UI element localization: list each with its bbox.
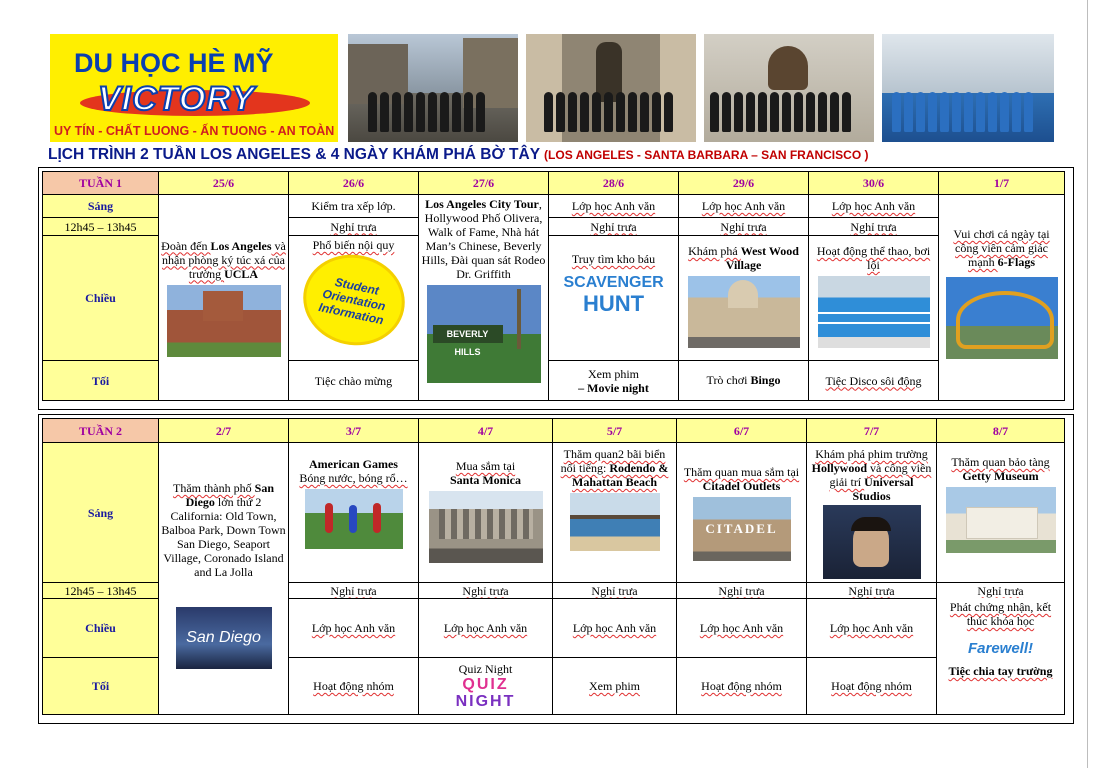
- w2d5-afternoon-text: Lớp học Anh văn: [699, 621, 784, 635]
- w2d6-text-a: Khám phá phim trường: [815, 447, 928, 461]
- w1d1-text-b: Los Angeles: [210, 238, 272, 253]
- week1-day1-cell: [158, 194, 289, 401]
- w1d7-text-b: 6-Flags: [997, 255, 1035, 269]
- w1d6-lunch-text: Nghỉ trưa: [850, 219, 897, 234]
- w1d6-evening-text: Tiệc Disco sôi động: [825, 373, 922, 388]
- w2d2-text-b: Bóng nước, bóng rổ…: [299, 471, 408, 485]
- week1-day4-morning: [548, 194, 679, 218]
- w2d3-evening-text: Quiz Night: [458, 662, 513, 676]
- san-diego-photo: [176, 607, 272, 669]
- w2d1-text-b: San Diego: [185, 481, 274, 509]
- w1d7-text-a: Vui chơi cả ngày tại công viên cảm giác mạnh: [953, 227, 1050, 269]
- w1d5-evening2: Bingo: [750, 373, 781, 387]
- week1-date-7: 1/7: [938, 171, 1065, 195]
- w2d2-afternoon-text: Lớp học Anh văn: [311, 621, 396, 635]
- week2-day2-lunch: [288, 582, 419, 599]
- w1d5-evening1: Trò chơi: [706, 373, 751, 387]
- night-text: NIGHT: [455, 693, 516, 710]
- beverly-hills-sign: BEVERLY HILLS: [433, 325, 503, 343]
- w2d4-lunch-text: Nghỉ trưa: [591, 583, 638, 598]
- week2-row-chieu: Chiều: [42, 598, 159, 658]
- w1d1-text-c: và nhận phòng ký túc xá của trường: [162, 238, 286, 281]
- w1d4-evening1: Xem phim: [588, 366, 639, 381]
- w2d6-text-d: Universal Studios: [852, 475, 914, 503]
- logo-line2: VICTORY: [98, 80, 255, 118]
- week2-day2-evening: [288, 657, 419, 715]
- week2-day6-lunch: [806, 582, 937, 599]
- w2d6-text-b: Hollywood: [811, 461, 868, 475]
- week2-day3-morning: [418, 442, 553, 583]
- w2d5-lunch-text: Nghỉ trưa: [718, 583, 765, 598]
- quiz-text: QUIZ: [462, 676, 509, 693]
- universal-studios-photo: [823, 505, 921, 579]
- week1-day2-afternoon: [288, 235, 419, 361]
- week2-row-toi: Tối: [42, 657, 159, 715]
- beverly-hills-photo: [427, 285, 541, 383]
- w2d1-text-a: Thăm thành phố: [172, 481, 255, 495]
- w1d5-text-b: West Wood Village: [725, 244, 799, 272]
- week1-date-4: 28/6: [548, 171, 679, 195]
- swimming-pool-photo: [818, 276, 930, 348]
- w1d1-text-d: UCLA: [224, 266, 259, 281]
- week2-day4-morning: [552, 442, 677, 583]
- week1-day6-afternoon: [808, 235, 939, 361]
- week2-day2-afternoon: [288, 598, 419, 658]
- w1d5-morning-text: Lớp học Anh văn: [701, 199, 786, 213]
- w2d1-text-c: lớn thứ 2 California: Old Town, Balboa Park, Down Town San Diego, Seaport Village, Coronado Island and La Jolla: [161, 495, 286, 579]
- week1-day5-evening: [678, 360, 809, 401]
- w2d7-afternoon-text: Phát chứng nhận, kết thúc khóa học: [949, 600, 1052, 628]
- scavenger-text: SCAVENGER: [563, 274, 664, 291]
- w2d3-text-a: Mua sắm tại: [455, 459, 516, 473]
- w1d4-morning-text: Lớp học Anh văn: [571, 199, 656, 213]
- w2d5-evening-text: Hoạt động nhóm: [701, 679, 782, 693]
- w2d5-text-b: Citadel Outlets: [702, 479, 781, 493]
- week2-day7-evening: [936, 598, 1065, 715]
- getty-museum-photo: [946, 487, 1056, 553]
- week2-day6-evening: [806, 657, 937, 715]
- w2d4-afternoon-text: Lớp học Anh văn: [572, 621, 657, 635]
- week2-day1-cell: [158, 442, 289, 715]
- banner-photo-niagara: [882, 34, 1054, 142]
- week1-day4-lunch: [548, 217, 679, 236]
- farewell-banner: [968, 642, 1033, 656]
- week2-day5-lunch: [676, 582, 807, 599]
- page-title: [48, 146, 868, 164]
- week2-day5-morning: [676, 442, 807, 583]
- w2d2-text-a: American Games: [309, 457, 398, 471]
- week1-day5-morning: [678, 194, 809, 218]
- w1d3-text-b: , Hollywood Phố Olivera, Walk of Fame, Nhà hát Man’s Chinese, Beverly Hills, Đài quan sát Rodeo Dr. Griffith: [421, 197, 546, 281]
- week1-day4-afternoon: [548, 235, 679, 361]
- orientation-badge-text: Student Orientation Information: [316, 274, 387, 328]
- week1-label: TUẦN 1: [42, 171, 159, 195]
- w2d3-afternoon-text: Lớp học Anh văn: [443, 621, 528, 635]
- week2-day3-afternoon: [418, 598, 553, 658]
- quiz-night-logo: [456, 676, 516, 710]
- w2d7-text-b: Getty Museum: [962, 469, 1039, 483]
- week1-row-lunch: 12h45 – 13h45: [42, 217, 159, 236]
- hunt-text: HUNT: [582, 291, 645, 316]
- week1-date-6: 30/6: [808, 171, 939, 195]
- week1-day3-cell: [418, 194, 549, 401]
- title-main: LỊCH TRÌNH 2 TUẦN LOS ANGELES & 4 NGÀY KHÁM PHÁ BỜ TÂY: [48, 146, 541, 163]
- citadel-photo: [693, 497, 791, 561]
- logo-line1: DU HỌC HÈ MỸ: [74, 48, 274, 78]
- w1d6-afternoon-text: Hoạt động thể thao, bơi lội: [816, 244, 931, 272]
- farewell-text: Farewell!: [967, 640, 1034, 657]
- w1d1-text-a: Đoàn đến: [161, 238, 211, 253]
- week2-day3-lunch: [418, 582, 553, 599]
- week2-day7-morning: [936, 442, 1065, 583]
- week1-day2-lunch: [288, 217, 419, 236]
- week2-date-7: 8/7: [936, 418, 1065, 443]
- w1d2-afternoon-text: Phổ biến nội quy: [312, 238, 395, 252]
- beach-photo: [570, 493, 660, 551]
- week2-date-6: 7/7: [806, 418, 937, 443]
- orientation-badge: [298, 249, 409, 351]
- w2d2-lunch-text: Nghỉ trưa: [330, 583, 377, 598]
- week2-row-sang: Sáng: [42, 442, 159, 583]
- victory-logo: [50, 34, 338, 142]
- week2-day4-lunch: [552, 582, 677, 599]
- week2-day4-afternoon: [552, 598, 677, 658]
- week1-date-1: 25/6: [158, 171, 289, 195]
- page-edge: [1087, 0, 1088, 768]
- w2d7-lunch-text: Nghỉ trưa: [977, 583, 1024, 598]
- ucla-photo: [167, 285, 281, 357]
- week2-day6-afternoon: [806, 598, 937, 658]
- week2-date-2: 3/7: [288, 418, 419, 443]
- banner-photo-liberty-bell: [704, 34, 874, 142]
- w2d3-text-b: Santa Monica: [449, 473, 521, 487]
- w2d4-evening-text: Xem phim: [589, 679, 640, 693]
- w2d6-evening-text: Hoạt động nhóm: [831, 679, 912, 693]
- week1-day5-lunch: [678, 217, 809, 236]
- week1-day2-evening: Tiệc chào mừng: [288, 360, 419, 401]
- week2-day5-evening: [676, 657, 807, 715]
- week1-row-sang: Sáng: [42, 194, 159, 218]
- week2-date-3: 4/7: [418, 418, 553, 443]
- w2d4-text-b: Rodendo & Mahattan Beach: [572, 461, 669, 489]
- w1d5-text-a: Khám phá: [688, 244, 741, 258]
- w1d4-afternoon-text: Truy tìm kho báu: [571, 252, 656, 266]
- w2d2-evening-text: Hoạt động nhóm: [313, 679, 394, 693]
- week2-day6-morning: [806, 442, 937, 583]
- six-flags-photo: [946, 277, 1058, 359]
- w2d6-lunch-text: Nghỉ trưa: [848, 583, 895, 598]
- week2-day5-afternoon: [676, 598, 807, 658]
- w2d4-text-a: Thăm quan2 bãi biển nổi tiếng:: [560, 447, 666, 475]
- w1d4-lunch-text: Nghỉ trưa: [590, 219, 637, 234]
- week2-date-5: 6/7: [676, 418, 807, 443]
- w2d7-evening-text: Tiệc chia tay trường: [948, 664, 1053, 678]
- week1-day4-evening: [548, 360, 679, 401]
- week2-row-lunch: 12h45 – 13h45: [42, 582, 159, 599]
- week1-date-2: 26/6: [288, 171, 419, 195]
- american-games-photo: [305, 489, 403, 549]
- week1-row-toi: Tối: [42, 360, 159, 401]
- w1d6-morning-text: Lớp học Anh văn: [831, 199, 916, 213]
- w2d3-lunch-text: Nghỉ trưa: [462, 583, 509, 598]
- week2-date-4: 5/7: [552, 418, 677, 443]
- week2-label: TUẦN 2: [42, 418, 159, 443]
- week1-day6-evening: [808, 360, 939, 401]
- citadel-sign: CITADEL: [705, 521, 778, 536]
- week1-day2-morning: Kiểm tra xếp lớp.: [288, 194, 419, 218]
- w1d3-text-a: Los Angeles City Tour: [425, 197, 539, 211]
- week2-day3-evening: [418, 657, 553, 715]
- w2d5-text-a: Thăm quan mua sắm tại: [683, 465, 800, 479]
- week1-day6-morning: [808, 194, 939, 218]
- week1-day5-afternoon: [678, 235, 809, 361]
- w2d6-text-c: và công viên giải trí: [829, 461, 932, 489]
- w2d7-text-a: Thăm quan bảo tàng: [951, 455, 1050, 469]
- banner-photo-statue: [526, 34, 696, 142]
- week1-date-3: 27/6: [418, 171, 549, 195]
- week2-date-1: 2/7: [158, 418, 289, 443]
- week1-day6-lunch: [808, 217, 939, 236]
- week1-day7-cell: [938, 194, 1065, 401]
- top-margin: [0, 0, 1104, 20]
- logo-tagline: UY TÍN - CHẤT LUONG - ẤN TUONG - AN TOÀN: [54, 124, 335, 138]
- westwood-photo: [688, 276, 800, 348]
- week1-date-5: 29/6: [678, 171, 809, 195]
- week2-day7-lunch: [936, 582, 1065, 599]
- w1d2-lunch-text: Nghỉ trưa: [330, 219, 377, 234]
- santa-monica-photo: [429, 491, 543, 563]
- w2d6-afternoon-text: Lớp học Anh văn: [829, 621, 914, 635]
- title-sub: (LOS ANGELES - SANTA BARBARA – SAN FRANCISCO ): [544, 148, 869, 162]
- banner-photo-campus: [348, 34, 518, 142]
- week2-day2-morning: [288, 442, 419, 583]
- scavenger-hunt-logo: [564, 274, 664, 316]
- week2-day4-evening: [552, 657, 677, 715]
- w1d5-lunch-text: Nghỉ trưa: [720, 219, 767, 234]
- w1d4-evening2: – Movie night: [578, 380, 649, 395]
- san-diego-sign: San Diego: [186, 629, 261, 646]
- week1-row-chieu: Chiều: [42, 235, 159, 361]
